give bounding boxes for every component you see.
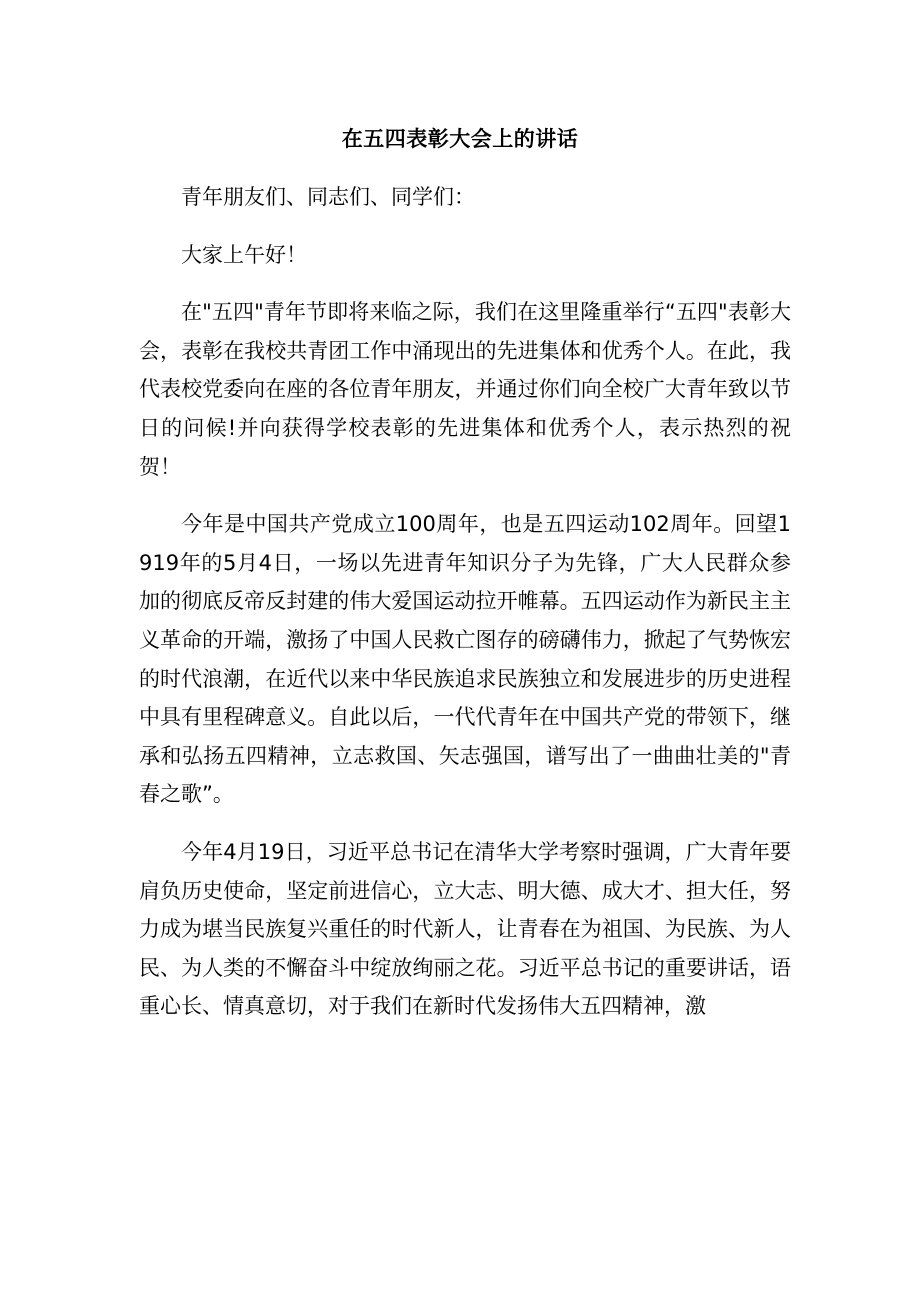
paragraph-salutation: 青年朋友们、同志们、同学们： bbox=[181, 185, 475, 209]
paragraph-2: 今年是中国共产党成立100周年，也是五四运动102周年。回望1919年的5月4日，一场以先进青年知识分子为先锋，广大人民群众参加的彻底反帝反封建的伟大爱国运动拉开帷幕。五四运动作为新民主主义革命的开端，激扬了中国人民救亡图存的磅礴伟力，掀起了气势恢宏的时代浪潮，在近代以来中华民族追求民族独立和发展进步的历史进程中具有里程碑意义。自此以后，一代代青年在中国共产党的带领下，继承和弘扬五四精神，立志救国、矢志强国，谱写出了一曲曲壮美的"青春之歌”。 bbox=[139, 512, 791, 807]
paragraph-greeting: 大家上午好！ bbox=[181, 242, 307, 267]
paragraph-gap bbox=[139, 217, 791, 236]
document-body bbox=[139, 178, 791, 1026]
paragraph-1: 在"五四"青年节即将来临之际，我们在这里隆重举行“五四"表彰大会，表彰在我校共青团工作中涌现出的先进集体和优秀个人。在此，我代表校党委向在座的各位青年朋友，并通过你们向全校广大青年致以节日的问候!并向获得学校表彰的先进集体和优秀个人，表示热烈的祝贺！ bbox=[139, 300, 791, 479]
paragraph-gap bbox=[139, 274, 791, 293]
paragraph-3: 今年4月19日，习近平总书记在清华大学考察时强调，广大青年要肩负历史使命，坚定前进信心，立大志、明大德、成大才、担大任，努力成为堪当民族复兴重任的时代新人，让青春在为祖国、为民族、为人民、为人类的不懈奋斗中绽放绚丽之花。习近平总书记的重要讲话，语重心长、情真意切，对于我们在新时代发扬伟大五四精神，激 bbox=[139, 839, 791, 1019]
document-title: 在五四表彰大会上的讲话 bbox=[341, 127, 579, 151]
paragraph-gap bbox=[139, 486, 791, 505]
paragraph-gap bbox=[139, 814, 791, 833]
